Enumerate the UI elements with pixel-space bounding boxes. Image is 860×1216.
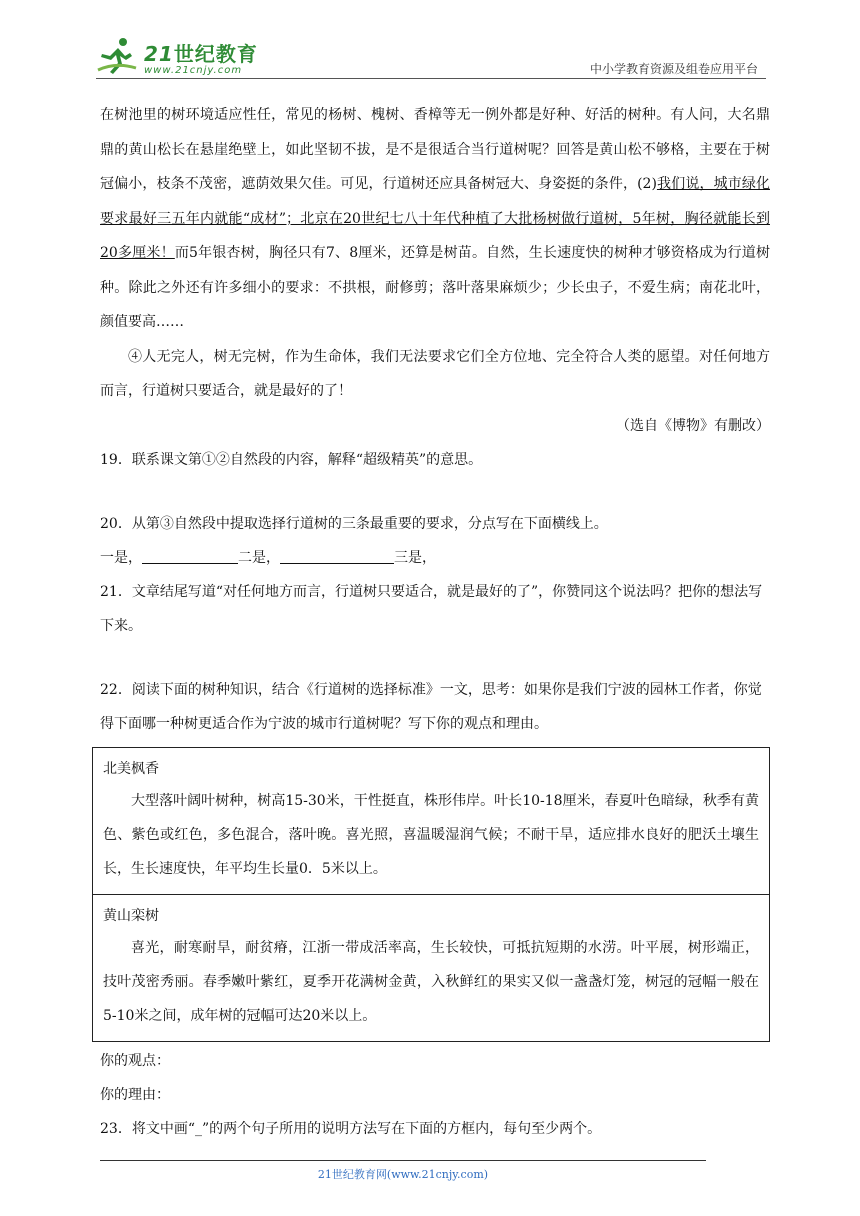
your-reason-label: 你的理由： bbox=[100, 1087, 170, 1103]
tree-info-box bbox=[92, 747, 770, 1042]
tree-section-2 bbox=[93, 894, 769, 1041]
footer-divider bbox=[100, 1160, 706, 1161]
answer-blank-1[interactable] bbox=[142, 547, 238, 564]
tree-name-2: 黄山栾树 bbox=[103, 908, 159, 924]
question-20: 20．从第③自然段中提取选择行道树的三条最重要的要求，分点写在下面横线上。 bbox=[100, 516, 608, 532]
underlined-sentence: 我们说，城市绿化要求最好三五年内就能“成材”；北京在20世纪七八十年代种植了大批杨树做行道树，5年树，胸径就能长到20多厘米！ bbox=[100, 176, 770, 261]
question-20-answers: 一是， 二是， 三是， bbox=[100, 541, 770, 575]
tree-desc-1: 大型落叶阔叶树种，树高15-30米，干性挺直，株形伟岸。叶长10-18厘米，春夏叶色暗绿，秋季有黄色、紫色或红色，多色混合，落叶晚。喜光照，喜温暖湿润气候；不耐干旱，适应排水良好的肥沃土壤生长，生长速度快，年平均生长量0．5米以上。 bbox=[103, 793, 759, 877]
runner-logo-icon bbox=[96, 36, 138, 76]
passage-source: （选自《博物》有删改） bbox=[616, 417, 770, 434]
answer-blank-2[interactable] bbox=[280, 547, 394, 564]
logo bbox=[96, 36, 258, 76]
document-body bbox=[100, 98, 770, 1146]
question-21: 21．文章结尾写道“对任何地方而言，行道树只要适合，就是最好的了”，你赞同这个说法吗？把你的想法写下来。 bbox=[100, 584, 763, 634]
tree-desc-2: 喜光，耐寒耐旱，耐贫瘠，江浙一带成活率高，生长较快，可抵抗短期的水涝。叶平展，树形端正，技叶茂密秀丽。春季嫩叶紫红，夏季开花满树金黄，入秋鲜红的果实又似一盏盏灯笼，树冠的冠幅一般在5-10米之间，成年树的冠幅可达20米以上。 bbox=[103, 940, 759, 1024]
footer-text: 21世纪教育网(www.21cnjy.com) bbox=[317, 1168, 489, 1181]
passage-paragraph-4: ④人无完人，树无完树，作为生命体，我们无法要求它们全方位地、完全符合人类的愿望。对任何地方而言，行道树只要适合，就是最好的了！ bbox=[100, 348, 770, 399]
page-header bbox=[96, 30, 766, 82]
logo-url: www.21cnjy.com bbox=[144, 65, 243, 76]
logo-title: 21世纪教育 bbox=[144, 42, 258, 66]
tree-section-1 bbox=[93, 748, 769, 894]
platform-title: 中小学教育资源及组卷应用平台 bbox=[589, 62, 758, 76]
question-19: 19．联系课文第①②自然段的内容，解释“超级精英”的意思。 bbox=[100, 452, 483, 468]
question-23: 23．将文中画“_”的两个句子所用的说明方法写在下面的方框内，每句至少两个。 bbox=[100, 1121, 602, 1137]
header-divider bbox=[96, 78, 766, 79]
your-view-label: 你的观点： bbox=[100, 1053, 170, 1069]
question-22: 22．阅读下面的树种知识，结合《行道树的选择标准》一文，思考：如果你是我们宁波的园林工作者，你觉得下面哪一种树更适合作为宁波的城市行道树呢？写下你的观点和理由。 bbox=[100, 682, 762, 732]
tree-name-1: 北美枫香 bbox=[103, 761, 159, 777]
passage-paragraph-3: 在树池里的树环境适应性任，常见的杨树、槐树、香樟等无一例外都是好种、好活的树种。有人问，大名鼎鼎的黄山松长在悬崖绝壁上，如此坚韧不拔，是不是很适合当行道树呢？回答是黄山松不够格，主要在于树冠偏小，枝条不茂密，遮荫效果欠佳。可见，行道树还应具备树冠大、身姿挺的条件，(2)我们说，城市绿化要求最好三五年内就能“成材”；北京在20世纪七八十年代种植了大批杨树做行道树，5年树，胸径就能长到20多厘米！而5年银杏树，胸径只有7、8厘米，还算是树苗。自然，生长速度快的树种才够资格成为行道树种。除此之外还有许多细小的要求：不拱根，耐修剪；落叶落果麻烦少；少长虫子，不爱生病；南花北叶，颜值要高…… bbox=[100, 107, 770, 330]
